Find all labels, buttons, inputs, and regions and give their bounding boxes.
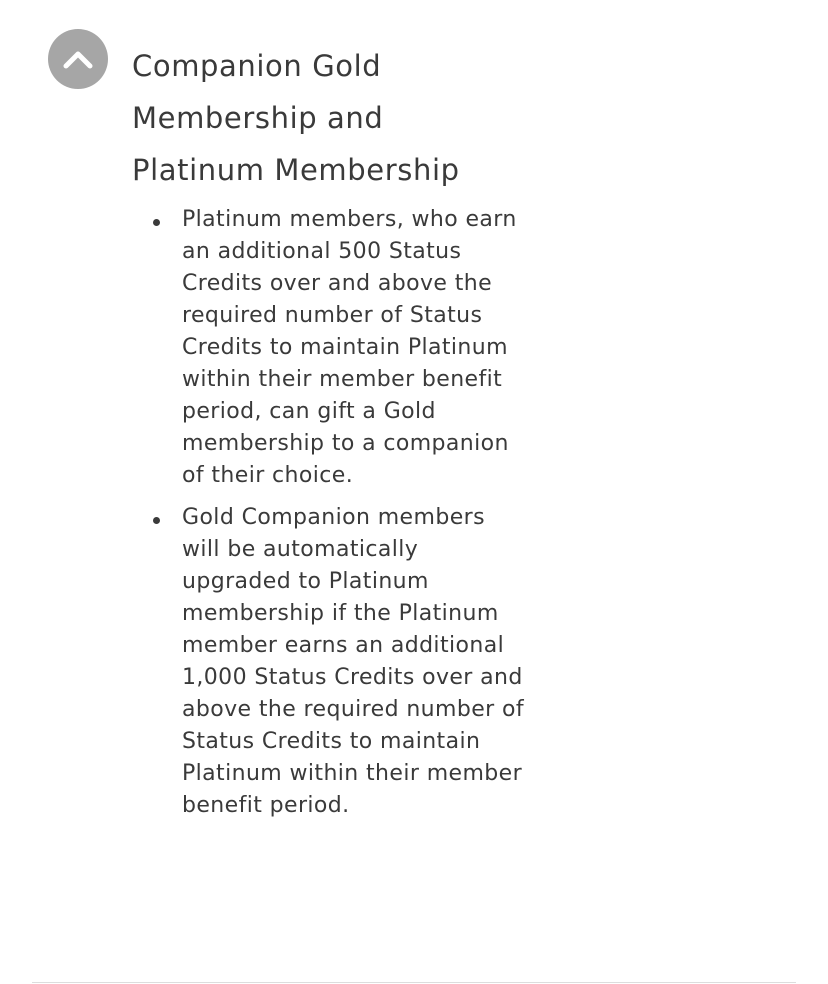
section-title-line: Platinum Membership bbox=[132, 153, 460, 187]
section-title-line: Membership and bbox=[132, 101, 384, 135]
bullet-icon bbox=[153, 219, 160, 226]
section-title-line: Companion Gold bbox=[132, 49, 382, 83]
list-item bbox=[182, 502, 527, 822]
collapse-button[interactable] bbox=[48, 29, 108, 89]
list-item-text: Gold Companion members will be automatically upgraded to Platinum membership if the Platinum member earns an additional 1,000 Status Credits over and above the required number of Status Credits to maintain Platinum within their member benefit period. bbox=[182, 505, 524, 818]
list-item-text: Platinum members, who earn an additional 500 Status Credits over and above the required number of Status Credits to maintain Platinum within their member benefit period, can gift a Gold membership to a companion of their choice. bbox=[182, 207, 517, 488]
list-item bbox=[182, 204, 527, 492]
benefit-list bbox=[132, 204, 582, 832]
section-title[interactable] bbox=[132, 40, 552, 196]
chevron-up-icon bbox=[63, 49, 93, 69]
section-divider bbox=[32, 982, 796, 983]
bullet-icon bbox=[153, 517, 160, 524]
